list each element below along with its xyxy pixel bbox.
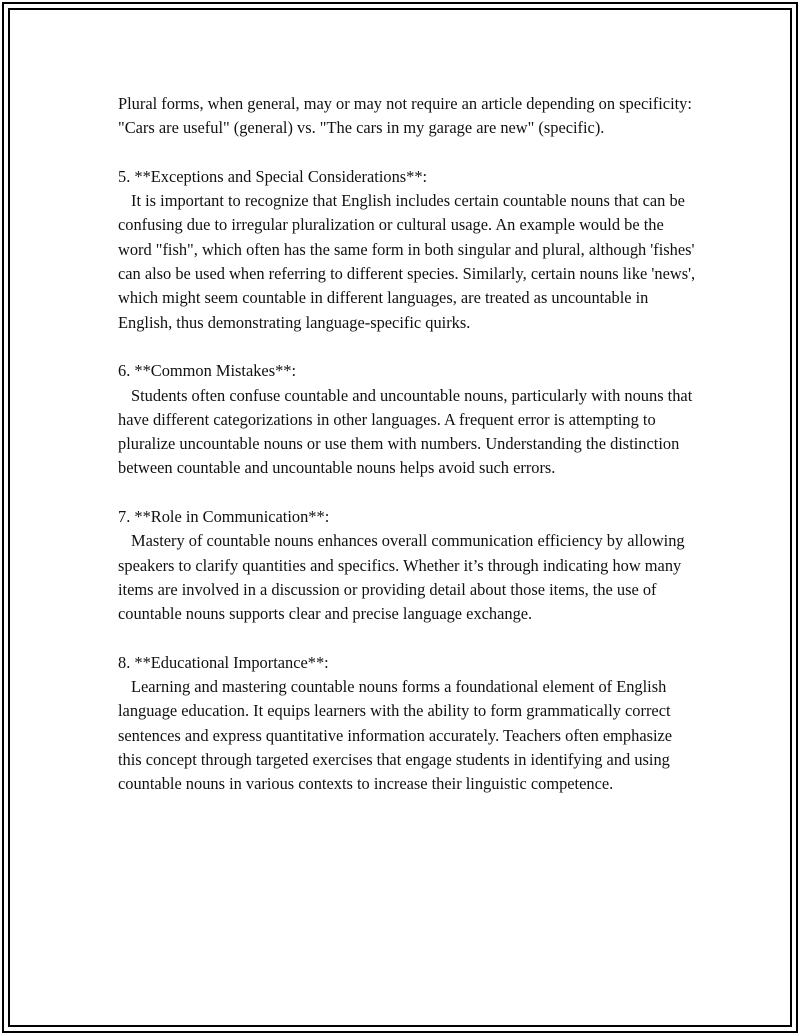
section-educational-importance [118,651,698,797]
section-paragraph: Students often confuse countable and uncountable nouns, particularly with nouns that have different categorizations in other languages. A frequent error is attempting to pluralize uncountable nouns or use them with numbers. Understanding the distinction between countable and uncountable nouns helps avoid such errors. [118,385,693,478]
section-paragraph: Learning and mastering countable nouns forms a foundational element of English language education. It equips learners with the ability to form grammatically correct sentences and express quantitative information accurately. Teachers often emphasize this concept through targeted exercises that engage students in identifying and using countable nouns in various contexts to increase their linguistic competence. [118,677,673,794]
section-role-in-communication [118,505,698,626]
section-paragraph: Mastery of countable nouns enhances overall communication efficiency by allowing speakers to clarify quantities and specifics. Whether it’s through indicating how many items are involved in a discussion or providing detail about those items, the use of countable nouns supports clear and precise language exchange. [118,531,685,624]
section-heading: 7. **Role in Communication**: [118,507,330,527]
document-body [118,92,698,797]
section-heading: 8. **Educational Importance**: [118,652,329,672]
intro-paragraph: Plural forms, when general, may or may not require an article depending on specificity: "Cars are useful" (general) vs. "The cars in my garage are new" (specific). [118,94,692,138]
section-heading: 6. **Common Mistakes**: [118,361,297,381]
section-exceptions [118,165,698,335]
section-paragraph: It is important to recognize that English includes certain countable nouns that can be confusing due to irregular pluralization or cultural usage. An example would be the word "fish", which often has the same form in both singular and plural, although 'fishes' can also be used when referring to different species. Similarly, certain nouns like 'news', which might seem countable in different languages, are treated as uncountable in English, thus demonstrating language-specific quirks. [118,191,696,332]
section-heading: 5. **Exceptions and Special Considerations**: [118,166,428,186]
section-common-mistakes [118,359,698,480]
